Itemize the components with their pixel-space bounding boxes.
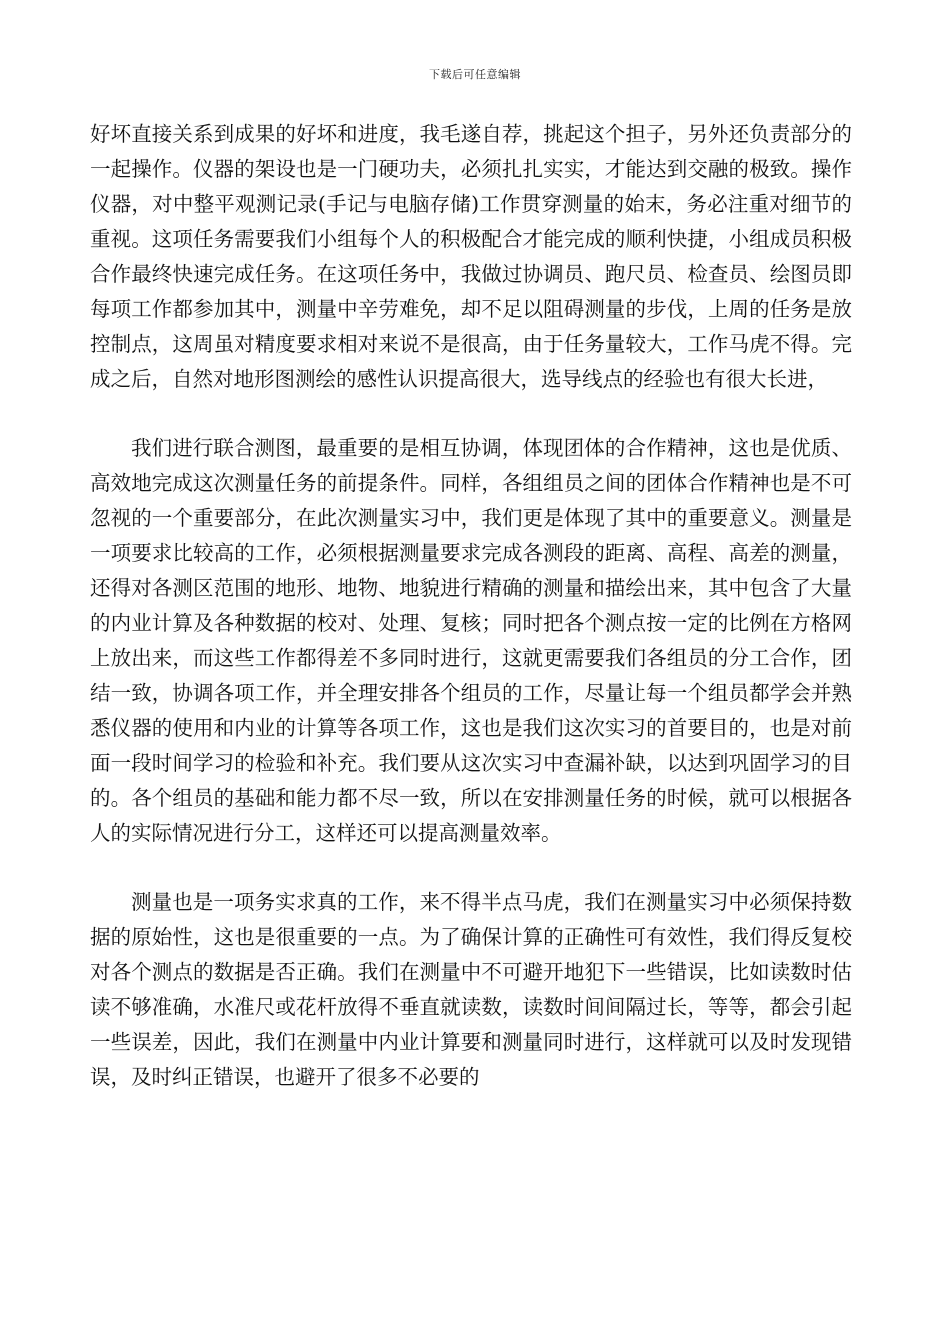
page-header: 下载后可任意编辑	[429, 68, 521, 81]
document-body	[90, 117, 852, 1095]
paragraph-2: 我们进行联合测图，最重要的是相互协调，体现团体的合作精神，这也是优质、高效地完成这次测量任务的前提条件。同样，各组组员之间的团体合作精神也是不可忽视的一个重要部分，在此次测量实习中，我们更是体现了其中的重要意义。测量是一项要求比较高的工作，必须根据测量要求完成各测段的距离、高程、高差的测量，还得对各测区范围的地形、地物、地貌进行精确的测量和描绘出来，其中包含了大量的内业计算及各种数据的校对、处理、复核；同时把各个测点按一定的比例在方格网上放出来，而这些工作都得差不多同时进行，这就更需要我们各组员的分工合作，团结一致，协调各项工作，并全理安排各个组员的工作，尽量让每一个组员都学会并熟悉仪器的使用和内业的计算等各项工作，这也是我们这次实习的首要目的，也是对前面一段时间学习的检验和补充。我们要从这次实习中查漏补缺，以达到巩固学习的目的。各个组员的基础和能力都不尽一致，所以在安排测量任务的时候，就可以根据各人的实际情况进行分工，这样还可以提高测量效率。	[90, 436, 852, 845]
paragraph-1: 好坏直接关系到成果的好坏和进度，我毛遂自荐，挑起这个担子，另外还负责部分的一起操作。仪器的架设也是一门硬功夫，必须扎扎实实，才能达到交融的极致。操作仪器，对中整平观测记录(手记与电脑存储)工作贯穿测量的始末，务必注重对细节的重视。这项任务需要我们小组每个人的积极配合才能完成的顺利快捷，小组成员积极合作最终快速完成任务。在这项任务中，我做过协调员、跑尺员、检查员、绘图员即每项工作都参加其中，测量中辛劳难免，却不足以阻碍测量的步伐，上周的任务是放控制点，这周虽对精度要求相对来说不是很高，由于任务量较大，工作马虎不得。完成之后，自然对地形图测绘的感性认识提高很大，选导线点的经验也有很大长进，	[90, 122, 852, 391]
paragraph-3: 测量也是一项务实求真的工作，来不得半点马虎，我们在测量实习中必须保持数据的原始性，这也是很重要的一点。为了确保计算的正确性可有效性，我们得反复校对各个测点的数据是否正确。我们在测量中不可避开地犯下一些错误，比如读数时估读不够准确，水准尺或花杆放得不垂直就读数，读数时间间隔过长，等等，都会引起一些误差，因此，我们在测量中内业计算要和测量同时进行，这样就可以及时发现错误，及时纠正错误，也避开了很多不必要的	[90, 890, 852, 1089]
